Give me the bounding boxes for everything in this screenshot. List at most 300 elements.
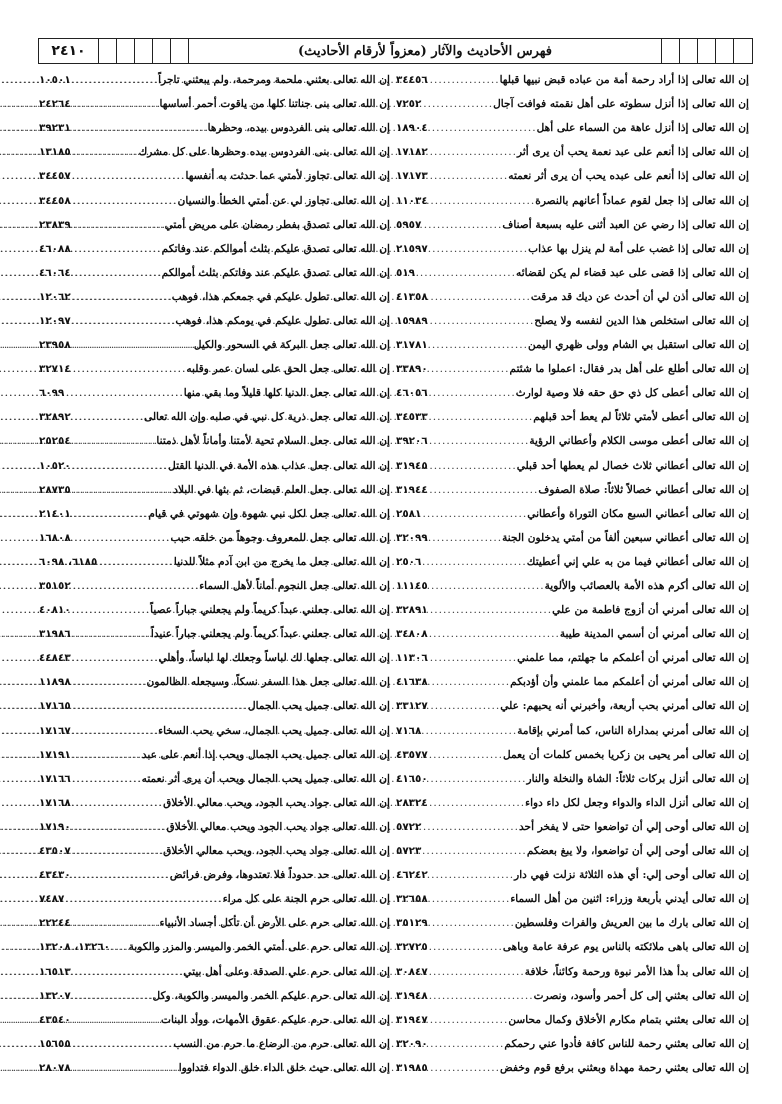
leader-dots — [423, 725, 517, 737]
entry-text: إن الله تعالى جعل هذا السفر نسكاً، وسيجعله الظالمون — [146, 676, 390, 689]
entry-text: إن الله تعالى أمرني أن أعلمكم ما جهلتم، مما علمني — [517, 652, 749, 665]
index-entry — [39, 261, 390, 285]
entry-number: ٤٠٨١٠ — [39, 604, 71, 617]
entry-text: إن الله تعالى أوحى إلي أن تواضعوا، ولا يبغ بعضكم — [526, 845, 749, 858]
entry-number: ٣٥١٢٩ — [396, 917, 428, 930]
entry-text: إن الله تعالى أعطى موسى الكلام وأعطاني الرؤية — [529, 435, 749, 448]
entry-text: إن الله تعالى تصدق عليكم عند وفاتكم بثلث أموالكم — [161, 266, 390, 279]
entry-number: ٢٣٨٣٩ — [39, 218, 71, 231]
entry-text: إن الله تعالى بعثني ملحمة ومرحمة، ولم يبعثني تاجراً — [158, 74, 390, 87]
entry-text: إن الله تعالى أنزل بركات ثلاثاً: الشاة والنخلة والنار — [526, 772, 749, 785]
leader-dots — [423, 98, 493, 110]
leader-dots — [430, 387, 516, 399]
index-entry — [39, 863, 390, 887]
leader-dots — [73, 460, 168, 472]
leader-dots — [430, 676, 510, 688]
entry-number: ١٧١٩٠ — [39, 820, 71, 833]
index-entry — [39, 911, 390, 935]
entry-number: ١٧١٦٦ — [39, 772, 71, 785]
leader-dots — [430, 435, 530, 447]
leader-dots — [430, 291, 531, 303]
entry-text: إن الله تعالى إذا أنزل عاهة من السماء على أهل — [536, 122, 749, 135]
leader-dots — [73, 267, 162, 279]
entry-number: ٦١٨٥، ٦٠٩٨ — [39, 555, 98, 568]
index-entry — [39, 357, 390, 381]
leader-dots — [73, 652, 159, 664]
entry-number: ٣٩٢٣١ — [39, 122, 71, 135]
entry-number: ١١٣٠٦ — [396, 652, 428, 665]
index-entry — [396, 863, 749, 887]
index-entry — [396, 694, 749, 718]
leader-dots — [73, 532, 171, 544]
leader-dots — [430, 315, 535, 327]
entry-number: ٤٦٠٥٦ — [396, 387, 428, 400]
index-entry — [396, 1032, 749, 1056]
index-entry — [396, 285, 749, 309]
index-entry — [396, 405, 749, 429]
leader-dots — [430, 74, 500, 86]
index-entry — [39, 1008, 390, 1032]
entry-number: ٣٤٤٥٨ — [39, 194, 71, 207]
entry-number: ٢٨٠٧٨ — [39, 1061, 71, 1074]
leader-dots — [430, 146, 517, 158]
entry-text: إن الله تعالى حرم الجنة على كل مراء — [222, 893, 390, 906]
leader-dots — [73, 990, 153, 1002]
leader-dots — [73, 773, 142, 785]
entry-number: ١٢٠٩٧ — [39, 314, 71, 327]
entry-number: ٣١٩٨٥ — [396, 1061, 428, 1074]
entry-text: إن الله تعالى إذا قضى على عبد قضاء لم يكن لقضائه — [516, 266, 749, 279]
entry-text: إن الله تعالى حرم على أمتي الخمر والميسر والمزر والكوبة — [128, 941, 390, 954]
index-entry — [39, 285, 390, 309]
entry-text: إن الله تعالى بدأ هذا الأمر نبوة ورحمة وكائناً، خلافة — [524, 965, 749, 978]
entry-text: إن الله تعالى أعطاني خصالاً ثلاثاً: صلاة الصفوف — [538, 483, 749, 496]
entry-number: ٣٤٤٥٧ — [39, 170, 71, 183]
entry-number: ١٥٩٨٩ — [396, 314, 428, 327]
index-entry — [39, 767, 390, 791]
leader-dots — [73, 604, 150, 616]
leader-dots — [73, 917, 160, 929]
entry-number: ٤١٣٥٨ — [396, 290, 428, 303]
entry-number: ٤٣٤٣٠ — [39, 869, 71, 882]
entry-number: ٣٢٠٩٠ — [396, 1037, 428, 1050]
leader-dots — [430, 195, 536, 207]
leader-dots — [423, 845, 526, 857]
entry-number: ١٧١٦٧ — [39, 724, 71, 737]
entry-text: إن الله تعالى أوحى إلي أن تواضعوا حتى لا يفخر أحد — [518, 820, 749, 833]
leader-dots — [73, 676, 147, 688]
index-entry — [396, 68, 749, 92]
leader-dots — [430, 700, 501, 712]
index-entry — [396, 959, 749, 983]
entry-text: إن الله تعالى أعطى لأمتي ثلاثاً لم يعط أحد قبلهم — [533, 411, 749, 424]
index-entry — [39, 646, 390, 670]
entry-text: إن الله تعالى أذن لي أن أحدث عن ديك قد مرقت — [530, 290, 749, 303]
entry-text: إن الله تعالى تطول عليكم في جمعكم هذا، فوهب — [171, 290, 390, 303]
leader-dots — [430, 628, 560, 640]
page-header — [38, 38, 753, 64]
entry-number: ٣٥١٥٢ — [39, 580, 71, 593]
index-entry — [396, 92, 749, 116]
entry-text: إن الله تعالى جعل للمعروف وجوهاً من خلقه حبب — [170, 531, 390, 544]
entry-text: إن الله تعالى جواد يحب الجود ويحب معالي الأخلاق — [166, 820, 390, 833]
leader-dots — [73, 146, 139, 158]
entry-number: ٤١٦٣٨ — [396, 676, 428, 689]
index-page — [38, 38, 753, 1090]
leader-dots — [73, 122, 208, 134]
leader-dots — [66, 893, 222, 905]
entry-text: إن الله تعالى تجاوز لأمتي عما حدثت به أنفسها — [185, 170, 390, 183]
entry-number: ٣٢٠٩٩ — [396, 531, 428, 544]
entry-number: ٤٦٢٤٢ — [396, 869, 428, 882]
leader-dots — [73, 315, 176, 327]
entry-number: ٣١٩٨٦ — [39, 628, 71, 641]
entry-number: ١٧١٦٨ — [39, 796, 71, 809]
entry-number: ٣٢٧١٤ — [39, 363, 71, 376]
leader-dots — [430, 580, 545, 592]
index-entry — [396, 767, 749, 791]
entry-text: إن الله تعالى حرم علي الصدقة وعلى أهل بيتي — [183, 965, 390, 978]
leader-dots — [430, 1014, 509, 1026]
leader-dots — [73, 195, 178, 207]
index-entry — [396, 719, 749, 743]
entry-text: إن الله تعالى بعثني بتمام مكارم الأخلاق وكمال محاسن — [508, 1013, 749, 1026]
index-entry — [39, 1056, 390, 1080]
index-columns — [38, 68, 753, 1088]
entry-text: إن الله تعالى إذا أراد رحمة أمة من عباده قبض نبيها قبلها — [499, 74, 749, 87]
index-entry — [39, 550, 390, 574]
leader-dots — [423, 821, 519, 833]
index-entry — [396, 550, 749, 574]
entry-text: إن الله تعالى جعل النجوم أماناً لأهل السماء — [199, 580, 390, 593]
entry-number: ٧١٦٨ — [396, 724, 422, 737]
leader-dots — [73, 1038, 174, 1050]
leader-dots — [430, 532, 502, 544]
leader-dots — [430, 460, 517, 472]
entry-number: ١٣٢٠٧ — [39, 989, 71, 1002]
leader-dots — [430, 484, 539, 496]
entry-text: إن الله تعالى جعلني عبداً كريماً ولم يجعلني جباراً عنيداً — [150, 628, 390, 641]
entry-number: ١١٨٩٨ — [39, 676, 71, 689]
entry-text: إن الله تعالى جواد يحب الجود، ويحب معالي الأخلاق — [163, 796, 390, 809]
entry-number: ٣٠٨٤٧ — [396, 965, 428, 978]
entry-text: إن الله تعالى أعطاني ثلاث خصال لم يعطها أحد قبلي — [516, 459, 749, 472]
entry-number: ١١٠٣٤ — [396, 194, 428, 207]
entry-text: إن الله تعالى بعثني رحمة للناس كافة فأدوا عني رحمكم — [504, 1037, 749, 1050]
leader-dots — [73, 74, 158, 86]
index-entry — [39, 935, 390, 959]
leader-dots — [430, 966, 525, 978]
entry-text: إن الله تعالى أعطاني سبعين ألفاً من أمتي يدخلون الجنة — [502, 531, 749, 544]
index-entry — [396, 309, 749, 333]
index-entry — [396, 815, 749, 839]
entry-text: إن الله تعالى جعل ذرية كل نبي في صلبه وإن الله تعالى — [144, 411, 390, 424]
entry-text: إن الله تعالى جعل لكل نبي شهوة وإن شهوتي في قيام — [148, 507, 390, 520]
entry-text: إن الله تعالى باهى ملائكته بالناس يوم عرفة عامة وباهى — [502, 941, 749, 954]
entry-number: ١٧١٧٣ — [396, 170, 428, 183]
entry-number: ١٦٨٠٨ — [39, 531, 71, 544]
entry-text: إن الله تعالى تصدق بفطر رمضان على مريض أمتي — [164, 218, 390, 231]
index-entry — [39, 815, 390, 839]
entry-text: إن الله تعالى أمرني أن أعلمكم مما علمني وأن أؤدبكم — [510, 676, 749, 689]
index-entry — [39, 164, 390, 188]
index-entry — [396, 911, 749, 935]
entry-text: إن الله تعالى أنزل الداء والدواء وجعل لكل داء دواء — [525, 796, 749, 809]
leader-dots — [73, 243, 162, 255]
entry-number: ٤٦٠٨٨ — [39, 242, 71, 255]
index-entry — [396, 887, 749, 911]
right-column — [396, 68, 753, 1088]
index-entry — [39, 309, 390, 333]
entry-text: إن الله تعالى جميل يحب الجمال، سخي يحب السخاء — [158, 724, 390, 737]
entry-text: إن الله تعالى جعلها لك لباساً وجعلك لها لباساً، وأهلي — [158, 652, 390, 665]
entry-number: ٧٢٥٢ — [396, 98, 422, 111]
leader-dots — [73, 1062, 179, 1074]
entry-number: ٢٣٩٥٨ — [39, 339, 71, 352]
entry-number: ٣٤٤٥٦ — [396, 74, 428, 87]
entry-text: إن الله تعالى أمرني أن أسمي المدينة طيبة — [559, 628, 749, 641]
index-entry — [39, 743, 390, 767]
entry-number: ٣١٩٤٤ — [396, 483, 428, 496]
leader-dots — [73, 98, 160, 110]
entry-text: إن الله تعالى أطلع على أهل بدر فقال: اعملوا ما شئتم — [509, 363, 749, 376]
leader-dots — [73, 797, 163, 809]
entry-number: ١٣٢٦٠، ١٣٢٠٨ — [39, 941, 111, 954]
index-entry — [396, 357, 749, 381]
leader-dots — [423, 508, 527, 520]
entry-text: إن الله تعالى إذا أنعم على عبده يحب أن يرى أثر نعمته — [508, 170, 749, 183]
entry-number: ٣١٩٤٧ — [396, 1013, 428, 1026]
entry-text: إن الله تعالى بنى الفردوس بيده وحظرها على كل مشرك — [138, 146, 390, 159]
entry-number: ٣٢٨٩١ — [396, 604, 428, 617]
entry-number: ٢٨٧٣٥ — [39, 483, 71, 496]
entry-text: إن الله تعالى أعطاني السبع مكان التوراة وأعطاني — [527, 507, 749, 520]
entry-text: إن الله تعالى تصدق عليكم بثلث أموالكم عند وفاتكم — [161, 242, 390, 255]
leader-dots — [430, 652, 517, 664]
entry-number: ١٠٥٠١ — [39, 74, 71, 87]
index-entry — [396, 526, 749, 550]
entry-text: إن الله تعالى استقبل بي الشام وولى ظهري اليمن — [527, 339, 749, 352]
entry-text: إن الله تعالى إذا غضب على أمة لم ينزل بها عذاب — [528, 242, 749, 255]
entry-number: ١٨٩٠٤ — [396, 122, 428, 135]
leader-dots — [73, 1014, 161, 1026]
entry-number: ٤٦٠٦٤ — [39, 266, 71, 279]
entry-number: ١٧١٩١ — [39, 748, 71, 761]
index-entry — [39, 526, 390, 550]
leader-dots — [423, 219, 502, 231]
leader-dots — [112, 941, 129, 953]
entry-text: إن الله تعالى جعل السلام تحية لأمتنا وأماناً لأهل ذمتنا — [156, 435, 390, 448]
entry-text: إن الله تعالى إذا أنزل سطوته على أهل نقمته فوافت آجال — [493, 98, 749, 111]
entry-text: إن الله تعالى تطول عليكم في يومكم هذا، فوهب — [175, 314, 390, 327]
index-entry — [39, 670, 390, 694]
entry-number: ١٦٥١٣ — [39, 965, 71, 978]
entry-text: إن الله تعالى جميل يحب الجمال — [247, 700, 390, 713]
index-entry — [39, 405, 390, 429]
entry-number: ١٠٥٢٠ — [39, 459, 71, 472]
index-entry — [396, 188, 749, 212]
entry-number: ٤١٦٥٠ — [396, 772, 428, 785]
entry-number: ٥٩٥٧ — [396, 218, 422, 231]
leader-dots — [73, 219, 165, 231]
index-entry — [39, 381, 390, 405]
leader-dots — [430, 1062, 500, 1074]
entry-number: ٣٤٨٠٨ — [396, 628, 428, 641]
entry-number: ٤٤٨٤٣ — [39, 652, 71, 665]
index-entry — [396, 574, 749, 598]
entry-number: ١٧١٨٢ — [396, 146, 428, 159]
index-entry — [39, 68, 390, 92]
page-number: ٢٤١٠ — [39, 39, 99, 63]
index-entry — [396, 984, 749, 1008]
leader-dots — [430, 243, 528, 255]
entry-number: ٣١٩٤٨ — [396, 989, 428, 1002]
entry-number: ٣٤٥٣٣ — [396, 411, 428, 424]
entry-number: ٢٤٢٦٤ — [39, 98, 71, 111]
entry-text: إن الله تعالى أمرني أن أزوج فاطمة من علي — [552, 604, 749, 617]
entry-text: إن الله تعالى جعل عذاب هذه الأمة في الدنيا القتل — [168, 459, 390, 472]
index-entry — [396, 1056, 749, 1080]
entry-number: ٥٧٢٢ — [396, 820, 422, 833]
index-entry — [39, 213, 390, 237]
index-entry — [396, 598, 749, 622]
leader-dots — [73, 580, 199, 592]
entry-number: ٣٢٨٩٢ — [39, 411, 71, 424]
entry-text: إن الله تعالى بنى الفردوس بيده، وحظرها — [207, 122, 390, 135]
entry-text: إن الله تعالى أعطاني فيما من به علي إني أعطيتك — [526, 555, 749, 568]
entry-text: إن الله تعالى جعل الحق على لسان عمر وقلبه — [186, 363, 390, 376]
index-entry — [396, 791, 749, 815]
entry-text: إن الله تعالى جعل الدنيا كلها قليلاً وما بقي منها — [183, 387, 390, 400]
leader-dots — [73, 700, 248, 712]
entry-number: ٣٢٦٥٨ — [396, 893, 428, 906]
leader-dots — [430, 917, 515, 929]
leader-dots — [73, 411, 144, 423]
entry-text: إن الله تعالى بعثني إلى كل أحمر وأسود، ونصرت — [533, 989, 749, 1002]
entry-text: إن الله تعالى حرم عليكم عقوق الأمهات، ووأد البنات — [160, 1013, 390, 1026]
index-entry — [39, 791, 390, 815]
index-entry — [396, 646, 749, 670]
entry-text: إن الله تعالى أمرني بحب أربعة، وأخبرني أنه يحبهم: علي — [500, 700, 749, 713]
entry-number: ١٥٦٥٥ — [39, 1037, 71, 1050]
entry-number: ٣١٩٤٥ — [396, 459, 428, 472]
index-entry — [396, 743, 749, 767]
leader-dots — [73, 628, 151, 640]
entry-number: ٧٤٨٧ — [39, 893, 65, 906]
entry-text: إن الله تعالى حرم على الأرض أن تأكل أجساد الأنبياء — [159, 917, 390, 930]
entry-text: إن الله تعالى أكرم هذه الأمة بالعصائب والألوية — [544, 580, 749, 593]
leader-dots — [73, 966, 184, 978]
entry-number: ٣٢٧٢٥ — [396, 941, 428, 954]
index-entry — [39, 140, 390, 164]
entry-text: إن الله تعالى جميل يحب الجمال ويحب إذا أنعم على عبد — [141, 748, 390, 761]
left-column — [39, 68, 396, 1088]
leader-dots — [417, 267, 516, 279]
leader-dots — [73, 339, 194, 351]
leader-dots — [430, 122, 537, 134]
entry-number: ٤٣٥٠٧ — [39, 845, 71, 858]
leader-dots — [430, 749, 503, 761]
index-entry — [396, 213, 749, 237]
entry-text: إن الله تعالى إذا جعل لقوم عماداً أعانهم بالنصرة — [535, 194, 749, 207]
leader-dots — [73, 435, 157, 447]
leader-dots — [73, 749, 142, 761]
index-entry — [39, 622, 390, 646]
entry-number: ١١١٤٥ — [396, 580, 428, 593]
leader-dots — [430, 869, 514, 881]
index-entry — [396, 164, 749, 188]
index-entry — [396, 502, 749, 526]
index-entry — [396, 261, 749, 285]
index-entry — [396, 140, 749, 164]
index-entry — [39, 574, 390, 598]
entry-text: إن الله تعالى أيدني بأربعة وزراء: اثنين من أهل السماء — [510, 893, 749, 906]
leader-dots — [430, 990, 534, 1002]
leader-dots — [430, 170, 509, 182]
entry-number: ٤٣٥٤٠ — [39, 1013, 71, 1026]
entry-text: إن الله تعالى حرم عليكم الخمر والميسر والكوبة، وكل — [152, 989, 390, 1002]
index-entry — [39, 1032, 390, 1056]
leader-dots — [430, 339, 528, 351]
index-entry — [39, 333, 390, 357]
entry-text: إن الله تعالى جعلني عبداً كريماً ولم يجعلني جباراً عصياً — [150, 604, 390, 617]
entry-text: إن الله تعالى أعطى كل ذي حق حقه فلا وصية لوارث — [515, 387, 749, 400]
index-entry — [396, 116, 749, 140]
entry-text: إن الله تعالى تجاوز لي عن أمتي الخطأ والنسيان — [177, 194, 390, 207]
leader-dots — [430, 797, 525, 809]
entry-text: إن الله تعالى بنى جناتنا كلها من ياقوت أحمر أساسها — [159, 98, 390, 111]
index-entry — [396, 839, 749, 863]
leader-dots — [73, 821, 167, 833]
entry-text: إن الله تعالى حد حدوداً فلا تعتدوها، وفرض فرائض — [169, 869, 390, 882]
entry-text: إن الله تعالى بارك ما بين العريش والفرات وفلسطين — [514, 917, 749, 930]
leader-dots — [66, 387, 183, 399]
leader-dots — [73, 869, 170, 881]
index-entry — [39, 959, 390, 983]
leader-dots — [73, 508, 149, 520]
index-entry — [39, 502, 390, 526]
entry-number: ٣٣١٢٧ — [396, 700, 428, 713]
index-entry — [39, 237, 390, 261]
entry-text: إن الله تعالى استخلص هذا الدين لنفسه ولا يصلح — [534, 314, 749, 327]
leader-dots — [430, 411, 534, 423]
entry-text: إن الله تعالى حيث خلق الداء خلق الدواء فتداووا — [178, 1061, 390, 1074]
entry-text: إن الله تعالى أوحى إلي: أي هذه الثلاثة نزلت فهي دار — [514, 869, 749, 882]
leader-dots — [430, 363, 510, 375]
entry-number: ١٢٠٦٢ — [39, 290, 71, 303]
leader-dots — [430, 1038, 505, 1050]
leader-dots — [73, 845, 163, 857]
leader-dots — [430, 893, 511, 905]
leader-dots — [430, 773, 527, 785]
entry-number: ١٧١٦٥ — [39, 700, 71, 713]
index-entry — [396, 670, 749, 694]
index-entry — [396, 1008, 749, 1032]
entry-text: إن الله تعالى أمرني بمداراة الناس، كما أمرني بإقامة — [517, 724, 749, 737]
leader-dots — [73, 291, 172, 303]
entry-number: ٢٨٣٢٤ — [396, 796, 428, 809]
entry-text: إن الله تعالى جميل يحب الجمال ويحب أن يرى أثر نعمته — [141, 772, 390, 785]
index-entry — [39, 429, 390, 453]
entry-text: إن الله تعالى جعل العلم قبضات، ثم بثها في البلاد — [173, 483, 390, 496]
index-entry — [39, 887, 390, 911]
index-entry — [39, 92, 390, 116]
index-entry — [396, 333, 749, 357]
index-entry — [39, 478, 390, 502]
index-entry — [39, 188, 390, 212]
leader-dots — [73, 170, 186, 182]
index-entry — [39, 694, 390, 718]
